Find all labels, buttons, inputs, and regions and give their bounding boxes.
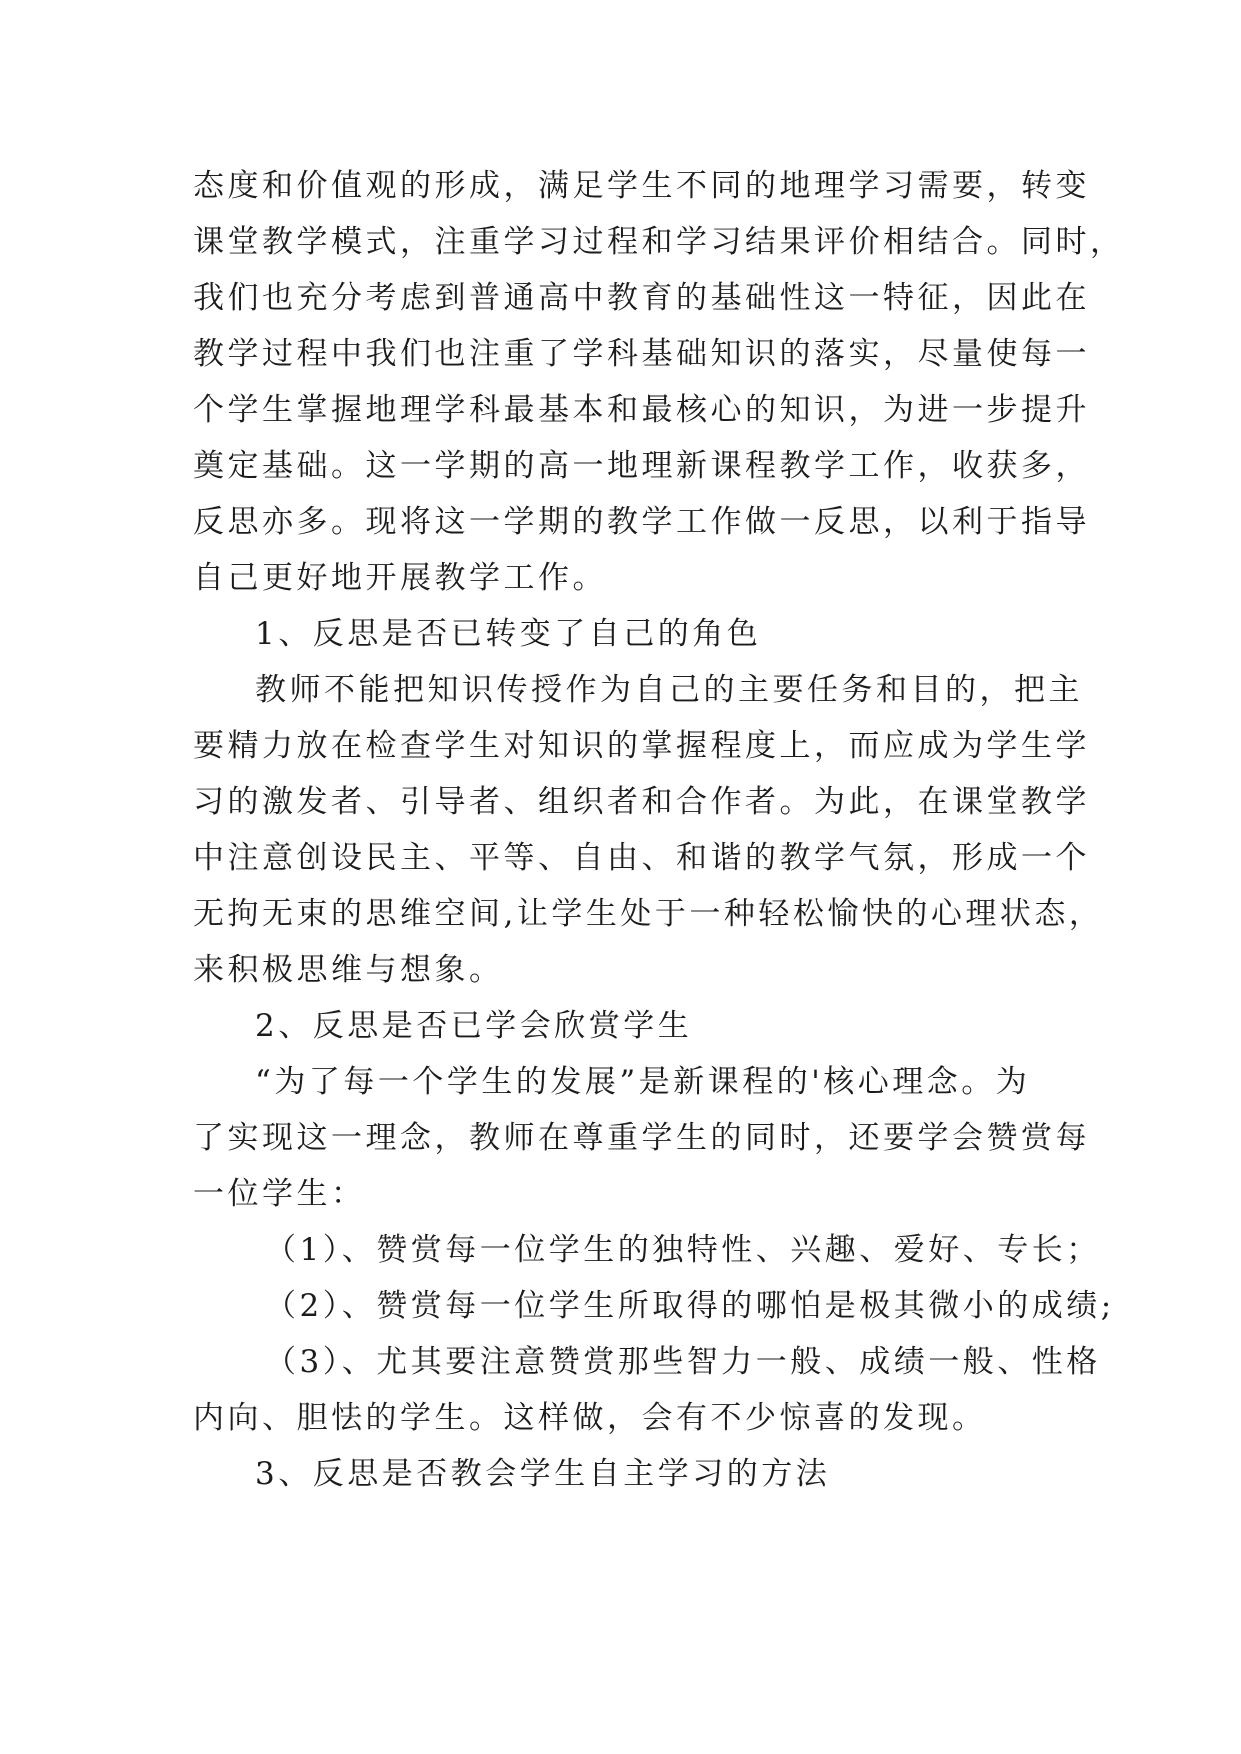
heading-text: 1、反思是否已转变了自己的角色 (255, 616, 762, 652)
text-line: 中注意创设民主、平等、自由、和谐的教学气氛，形成一个 (193, 840, 1090, 876)
heading-text: 3、反思是否教会学生自主学习的方法 (255, 1456, 831, 1492)
text-line: 我们也充分考虑到普通高中教育的基础性这一特征，因此在 (193, 280, 1090, 316)
section-heading-3 (193, 1446, 1053, 1502)
text-line: 来积极思维与想象。 (193, 952, 504, 988)
text-line: 自己更好地开展教学工作。 (193, 560, 607, 596)
text-line: 奠定基础。这一学期的高一地理新课程教学工作，收获多， (193, 448, 1090, 484)
text-line: 一位学生： (193, 1176, 366, 1212)
text-line: 课堂教学模式，注重学习过程和学习结果评价相结合。同时， (193, 224, 1125, 260)
text-line: 无拘无束的思维空间,让学生处于一种轻松愉快的心理状态， (193, 896, 1104, 932)
list-item-2 (193, 1278, 1115, 1334)
text-line: 内向、胆怯的学生。这样做，会有不少惊喜的发现。 (193, 1400, 987, 1436)
document-body (193, 158, 1125, 1502)
text-line: 态度和价值观的形成，满足学生不同的地理学习需要，转变 (193, 168, 1090, 204)
heading-text: 2、反思是否已学会欣赏学生 (255, 1008, 693, 1044)
list-item-1 (193, 1222, 1101, 1278)
text-line: 个学生掌握地理学科最基本和最核心的知识，为进一步提升 (193, 392, 1090, 428)
text-line: （3）、尤其要注意赞赏那些智力一般、成绩一般、性格 (265, 1344, 1101, 1380)
text-line: “为了每一个学生的发展”是新课程的'核心理念。为 (255, 1064, 1031, 1100)
text-line: 教师不能把知识传授作为自己的主要任务和目的，把主 (255, 672, 1083, 708)
section-body-2 (193, 1054, 1090, 1222)
text-line: 教学过程中我们也注重了学科基础知识的落实，尽量使每一 (193, 336, 1090, 372)
list-item-3 (193, 1334, 1101, 1446)
text-line: 反思亦多。现将这一学期的教学工作做一反思，以利于指导 (193, 504, 1090, 540)
section-heading-1 (193, 606, 1053, 662)
text-line: （2）、赞赏每一位学生所取得的哪怕是极其微小的成绩; (265, 1288, 1115, 1324)
text-line: 了实现这一理念，教师在尊重学生的同时，还要学会赞赏每 (193, 1120, 1090, 1156)
section-heading-2 (193, 998, 1053, 1054)
text-line: 习的激发者、引导者、组织者和合作者。为此，在课堂教学 (193, 784, 1090, 820)
intro-paragraph (193, 158, 1125, 606)
section-body-1 (193, 662, 1104, 998)
text-line: 要精力放在检查学生对知识的掌握程度上，而应成为学生学 (193, 728, 1090, 764)
text-line: （1）、赞赏每一位学生的独特性、兴趣、爱好、专长； (265, 1232, 1101, 1268)
